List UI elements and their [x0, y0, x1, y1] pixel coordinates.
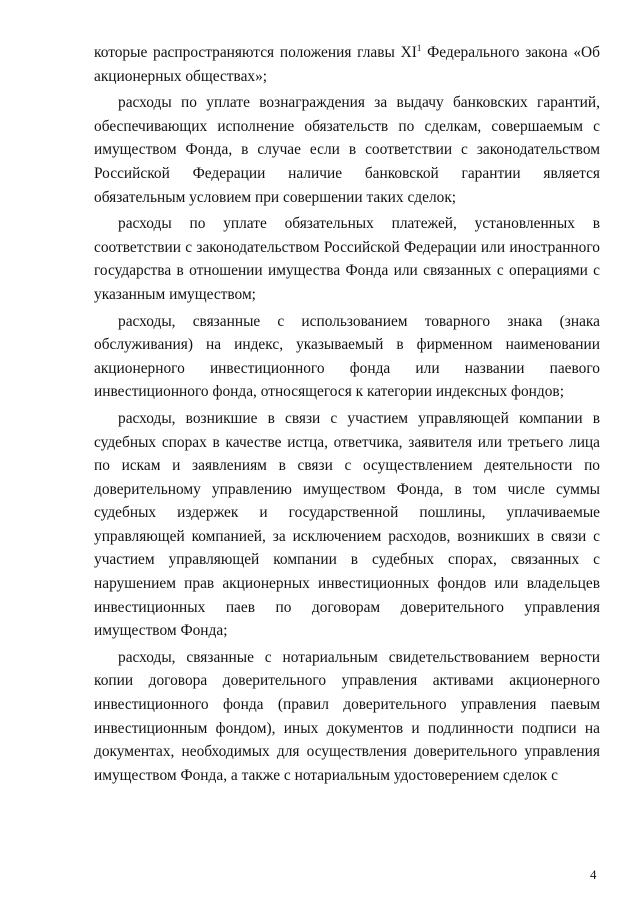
page-number: 4 — [590, 867, 597, 882]
paragraph-text: которые распространяются положения главы XI — [94, 44, 417, 61]
paragraph-notarial: расходы, связанные с нотариальным свидетельствованием верности копии договора доверительного управления активами акционерного инвестиционного фонда (правил доверительного управления паевым инвестиционным фондом), иных документов и подлинности подписи на документах, необходимых для осуществления доверительного управления имуществом Фонда, а также с нотариальным удостоверением сделок с — [94, 648, 600, 784]
paragraph-bank-guarantees: расходы по уплате вознаграждения за выдачу банковских гарантий, обеспечивающих исполнение обязательств по сделкам, совершаемым с имуществом Фонда, в случае если в соответствии с законодательством Российской Федерации наличие банковской гарантии является обязательным условием при совершении таких сделок; — [94, 94, 600, 206]
paragraph-trademark: расходы, связанные с использованием товарного знака (знака обслуживания) на индекс, указываемый в фирменном наименовании акционерного инвестиционного фонда или названии паевого инвестиционного фонда, относящегося к категории индексных фондов; — [94, 312, 600, 401]
document-body — [94, 41, 600, 790]
paragraph-text: Федерального закона «Об акционерных обществах»; — [94, 44, 600, 85]
paragraph-court-disputes: расходы, возникшие в связи с участием управляющей компании в судебных спорах в качестве истца, ответчика, заявителя или третьего лица по искам и заявлениям в связи с осуществлением деятельности по доверительному управлению имуществом Фонда, в том числе суммы судебных издержек и государственной пошлины, уплачиваемые управляющей компанией, за исключением расходов, возникших в связи с участием управляющей компании в судебных спорах, связанных с нарушением прав акционерных инвестиционных фондов или владельцев инвестиционных паев по договорам доверительного управления имуществом Фонда; — [94, 409, 600, 640]
superscript: 1 — [416, 43, 422, 53]
paragraph-mandatory-payments: расходы по уплате обязательных платежей, установленных в соответствии с законодательством Российской Федерации или иностранного государства в отношении имущества Фонда или связанных с операциями с указанным имуществом; — [94, 215, 600, 303]
paragraph-continuation — [94, 41, 600, 88]
